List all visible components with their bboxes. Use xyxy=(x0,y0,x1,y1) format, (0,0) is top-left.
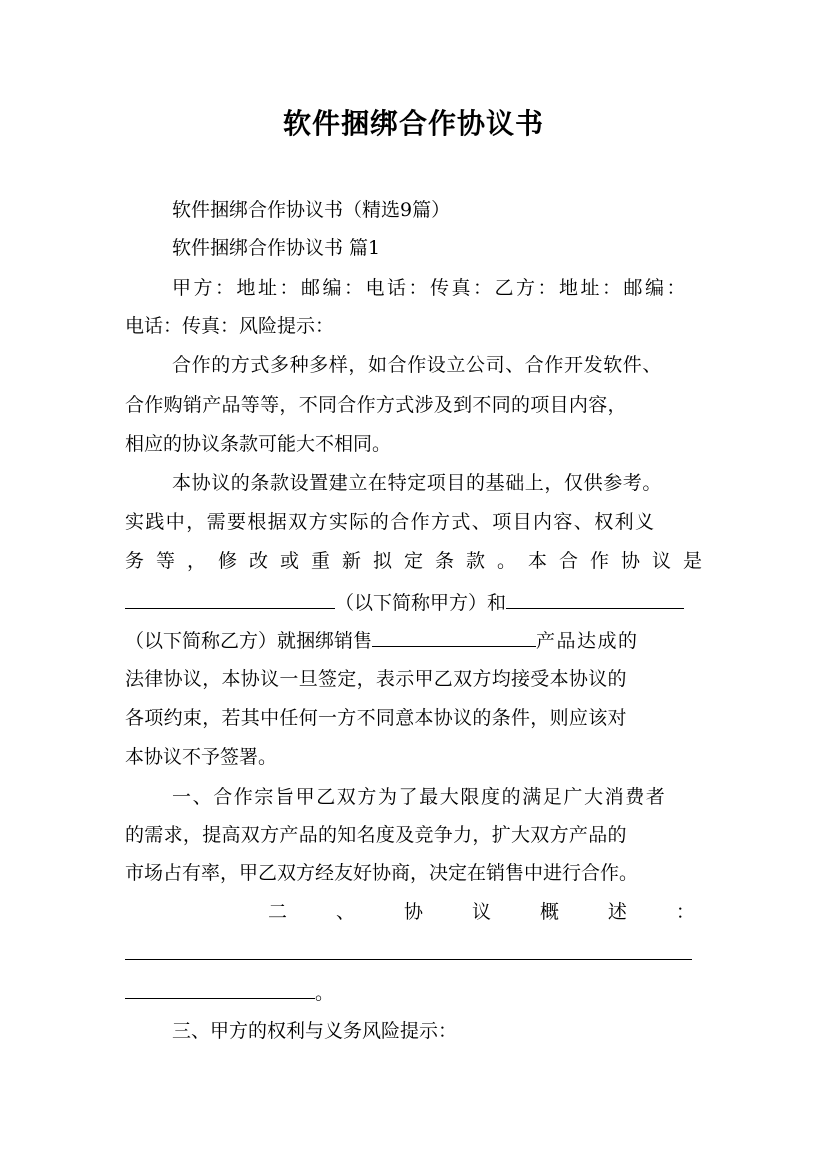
paragraph-line: 法律协议，本协议一旦签定，表示甲乙双方均接受本协议的 xyxy=(125,668,627,690)
overview-blank-line xyxy=(125,959,692,960)
party-info-text: 甲方：地址：邮编：电话：传真：乙方：地址：邮编： xyxy=(172,277,689,299)
blank-line xyxy=(125,590,705,614)
paragraph-line: 合作购销产品等等，不同合作方式涉及到不同的项目内容， xyxy=(125,394,627,416)
heading-char: 二 xyxy=(268,901,288,923)
party-a-blank xyxy=(125,590,335,609)
paragraph-text: 本合作协议是 xyxy=(528,550,715,572)
paragraph-line: 相应的协议条款可能大不相同。 xyxy=(125,433,392,455)
paragraph-text: 产品达成的 xyxy=(536,630,639,652)
section-heading: 三、甲方的权利与义务风险提示： xyxy=(172,1020,458,1042)
paragraph-line: 的需求，提高双方产品的知名度及竞争力，扩大双方产品的 xyxy=(125,824,627,846)
paragraph-text: （以下简称乙方）就捆绑销售 xyxy=(125,630,373,652)
heading-char: 议 xyxy=(471,901,491,923)
subtitle-line: 软件捆绑合作协议书（精选9篇） xyxy=(172,199,451,221)
overview-blank xyxy=(125,980,315,999)
paragraph-line: 本协议不予签署。 xyxy=(125,746,278,768)
paragraph-text: 。 xyxy=(315,982,335,1004)
party-info-line xyxy=(172,276,705,300)
paragraph-text: （以下简称甲方）和 xyxy=(335,592,507,614)
paragraph-line: 本协议的条款设置建立在特定项目的基础上，仅供参考。 xyxy=(172,472,663,494)
paragraph-line: 各项约束，若其中任何一方不同意本协议的条件，则应该对 xyxy=(125,707,627,729)
paragraph-line: 合作的方式多种多样，如合作设立公司、合作开发软件、 xyxy=(172,354,663,376)
party-b-blank xyxy=(506,590,684,609)
document-title: 软件捆绑合作协议书 xyxy=(282,107,544,140)
paragraph-line xyxy=(125,549,715,573)
product-blank xyxy=(372,628,536,647)
paragraph-line: 实践中，需要根据双方实际的合作方式、项目内容、权利义 xyxy=(125,511,656,533)
paragraph-line: 市场占有率，甲乙双方经友好协商，决定在销售中进行合作。 xyxy=(125,862,639,884)
paragraph-text: 务等，修改或重新拟定条款。 xyxy=(125,550,529,572)
paragraph-line: 电话：传真：风险提示： xyxy=(125,315,335,337)
heading-char: ： xyxy=(675,901,695,923)
heading-char: 、 xyxy=(335,901,355,923)
heading-char: 概 xyxy=(539,901,559,923)
overview-heading xyxy=(268,900,695,924)
blank-line xyxy=(125,980,705,1004)
blank-line xyxy=(125,628,705,652)
heading-char: 协 xyxy=(403,901,423,923)
section-heading: 软件捆绑合作协议书 篇1 xyxy=(172,237,381,259)
paragraph-line: 一、合作宗旨甲乙双方为了最大限度的满足广大消费者 xyxy=(172,786,667,808)
heading-char: 述 xyxy=(607,901,627,923)
